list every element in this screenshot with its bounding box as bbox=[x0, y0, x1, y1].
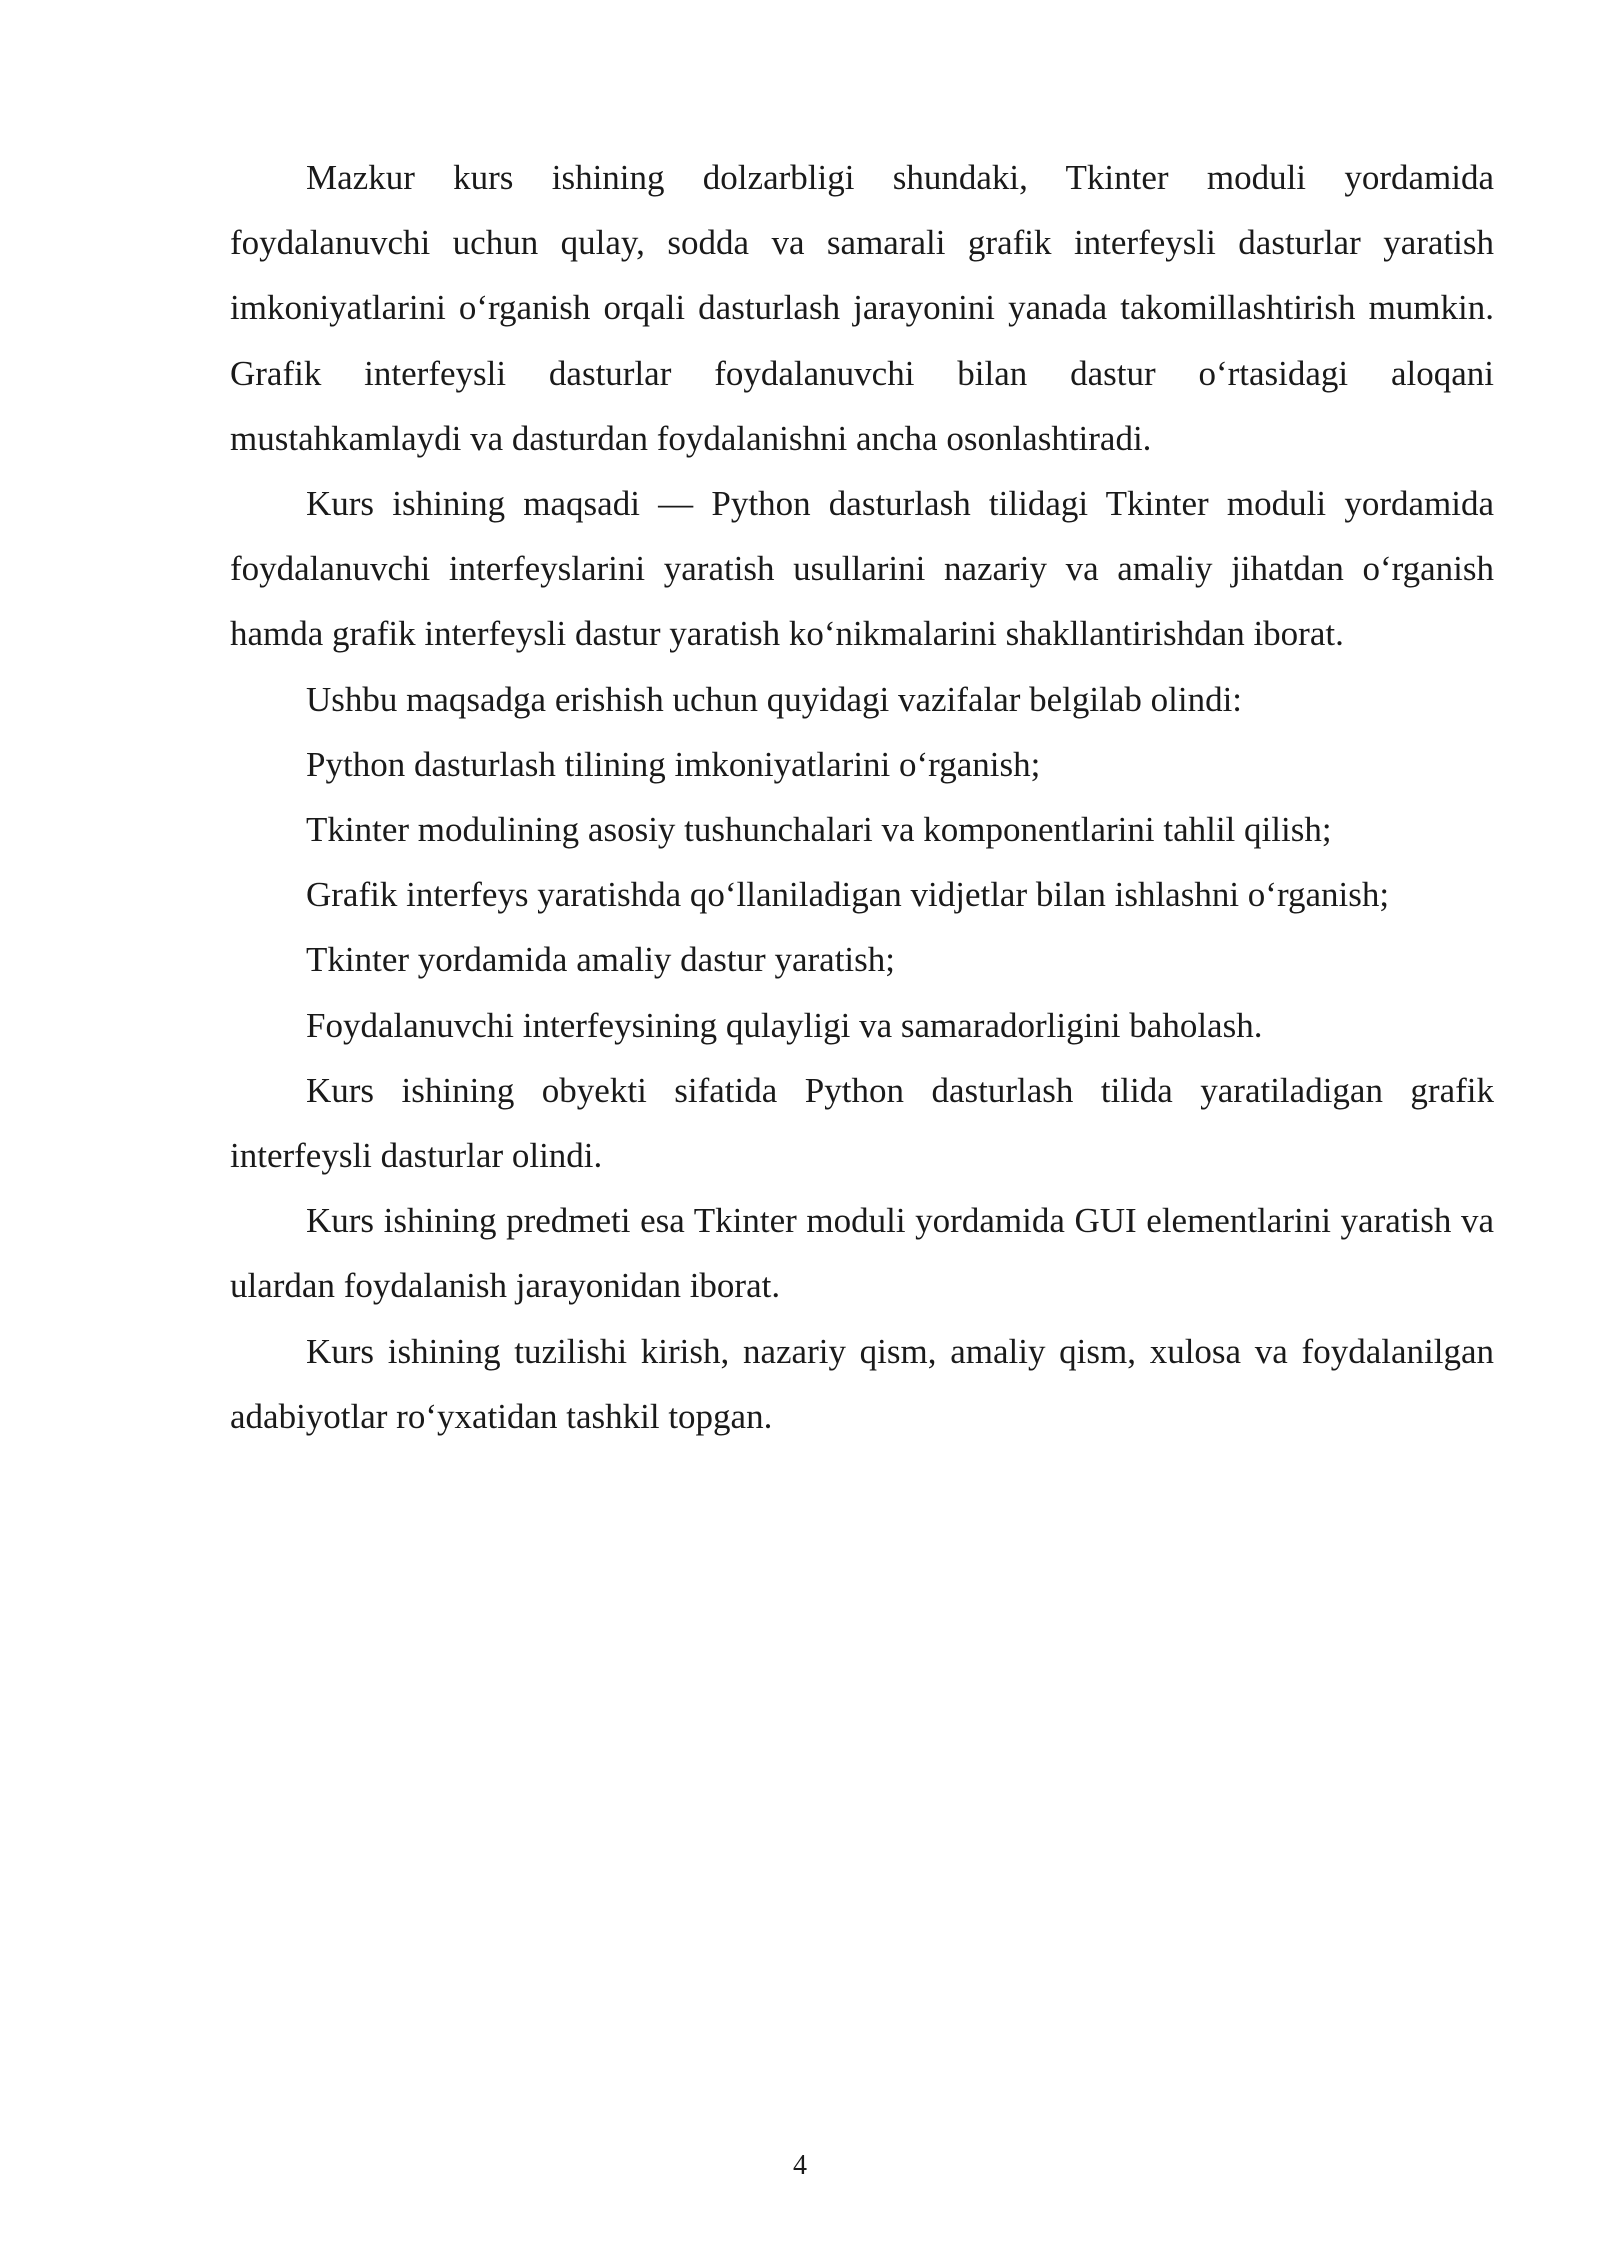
page-number: 4 bbox=[793, 2150, 807, 2181]
paragraph-structure: Kurs ishining tuzilishi kirish, nazariy qism, amaliy qism, xulosa va foydalanilgan adabiyotlar ro‘yxatidan tashkil topgan. bbox=[230, 1331, 1494, 1436]
paragraph-goal: Kurs ishining maqsadi — Python dasturlash tilidagi Tkinter moduli yordamida foydalanuvchi interfeyslarini yaratish usullarini nazariy va amaliy jihatdan o‘rganish hamda grafik interfeysli dastur yaratish ko‘nikmalarini shakllantirishdan iborat. bbox=[230, 484, 1494, 654]
list-item-task-4: Tkinter yordamida amaliy dastur yaratish; bbox=[306, 940, 895, 980]
paragraph-tasks-intro: Ushbu maqsadga erishish uchun quyidagi vazifalar belgilab olindi: bbox=[306, 679, 1243, 719]
paragraph-object: Kurs ishining obyekti sifatida Python dasturlash tilida yaratiladigan grafik interfeysli dasturlar olindi. bbox=[230, 1070, 1494, 1176]
paragraph-subject: Kurs ishining predmeti esa Tkinter moduli yordamida GUI elementlarini yaratish va ulardan foydalanish jarayonidan iborat. bbox=[230, 1201, 1494, 1306]
paragraph-relevance: Mazkur kurs ishining dolzarbligi shundaki, Tkinter moduli yordamida foydalanuvchi uchun qulay, sodda va samarali grafik interfeysli dasturlar yaratish imkoniyatlarini o‘rganish orqali dasturlash jarayonini yanada takomillashtirish mumkin. Grafik interfeysli dasturlar foydalanuvchi bilan dastur o‘rtasidagi aloqani mustahkamlaydi va dasturdan foydalanishni ancha osonlashtiradi. bbox=[230, 158, 1494, 458]
list-item-task-5: Foydalanuvchi interfeysining qulayligi va samaradorligini baholash. bbox=[306, 1005, 1263, 1045]
list-item-task-1: Python dasturlash tilining imkoniyatlarini o‘rganish; bbox=[306, 744, 1041, 784]
list-item-task-3: Grafik interfeys yaratishda qo‘llaniladigan vidjetlar bilan ishlashni o‘rganish; bbox=[306, 875, 1390, 915]
list-item-task-2: Tkinter modulining asosiy tushunchalari va komponentlarini tahlil qilish; bbox=[306, 810, 1332, 850]
document-body bbox=[230, 145, 1494, 1449]
